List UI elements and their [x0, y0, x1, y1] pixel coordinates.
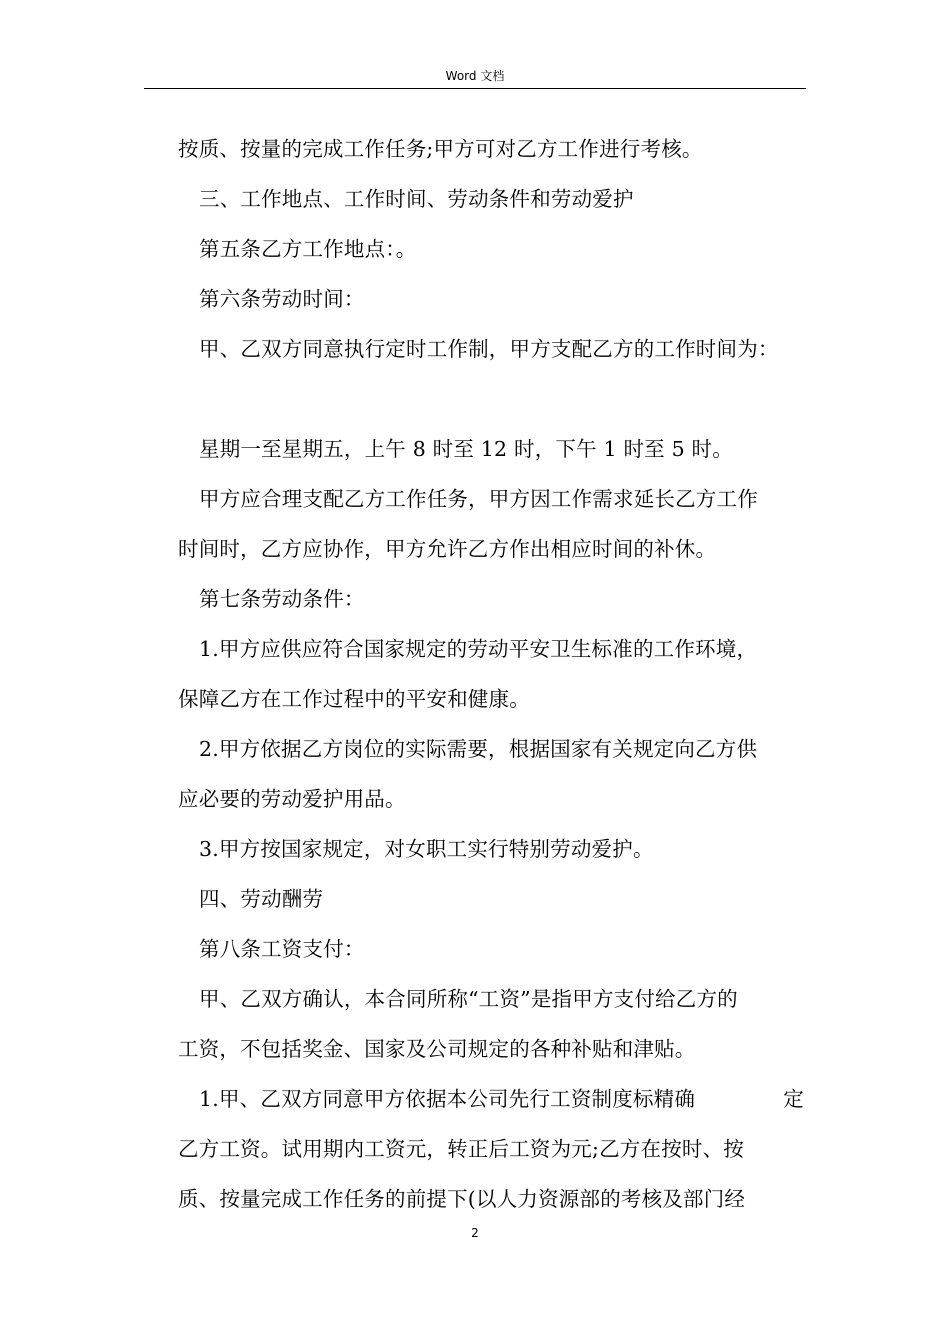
blank-line: [178, 374, 810, 424]
text-line: 保障乙方在工作过程中的平安和健康。: [178, 687, 530, 711]
text-line: 星期一至星期五，上午 8 时至 12 时，下午 1 时至 5 时。: [199, 437, 733, 461]
text-line: 甲、乙双方确认，本合同所称“工资”是指甲方支付给乙方的: [199, 987, 738, 1011]
section-heading: 四、劳动酬劳: [199, 887, 324, 911]
article-heading: 第六条劳动时间：: [199, 287, 365, 311]
text-line: 甲方应合理支配乙方工作任务，甲方因工作需求延长乙方工作: [199, 487, 758, 511]
text-line: 工资，不包括奖金、国家及公司规定的各种补贴和津贴。: [178, 1037, 696, 1061]
text-segment: 定: [783, 1087, 804, 1111]
document-body: [178, 124, 810, 1224]
article-heading: 第七条劳动条件：: [199, 587, 365, 611]
page-number: 2: [471, 1226, 479, 1240]
text-line: 按质、按量的完成工作任务;甲方可对乙方工作进行考核。: [178, 137, 703, 161]
text-line: 时间时，乙方应协作，甲方允许乙方作出相应时间的补休。: [178, 537, 717, 561]
document-header: Word 文档: [445, 69, 505, 83]
text-segment: 1.甲、乙双方同意甲方依据本公司先行工资制度标精确: [199, 1087, 696, 1111]
article-heading: 第八条工资支付：: [199, 937, 365, 961]
list-item: [178, 1074, 810, 1124]
section-heading: 三、工作地点、工作时间、劳动条件和劳动爱护: [199, 187, 634, 211]
list-item: 1.甲方应供应符合国家规定的劳动平安卫生标准的工作环境，: [199, 637, 758, 661]
text-line: 乙方工资。试用期内工资元，转正后工资为元;乙方在按时、按: [178, 1137, 745, 1161]
text-line: 应必要的劳动爱护用品。: [178, 787, 406, 811]
text-line: 质、按量完成工作任务的前提下(以人力资源部的考核及部门经: [178, 1187, 746, 1211]
header-divider: [144, 88, 806, 89]
text-line: 甲、乙双方同意执行定时工作制，甲方支配乙方的工作时间为：: [199, 337, 779, 361]
article-heading: 第五条乙方工作地点：。: [199, 237, 417, 261]
list-item: 3.甲方按国家规定，对女职工实行特别劳动爱护。: [199, 837, 654, 861]
list-item: 2.甲方依据乙方岗位的实际需要，根据国家有关规定向乙方供: [199, 737, 758, 761]
